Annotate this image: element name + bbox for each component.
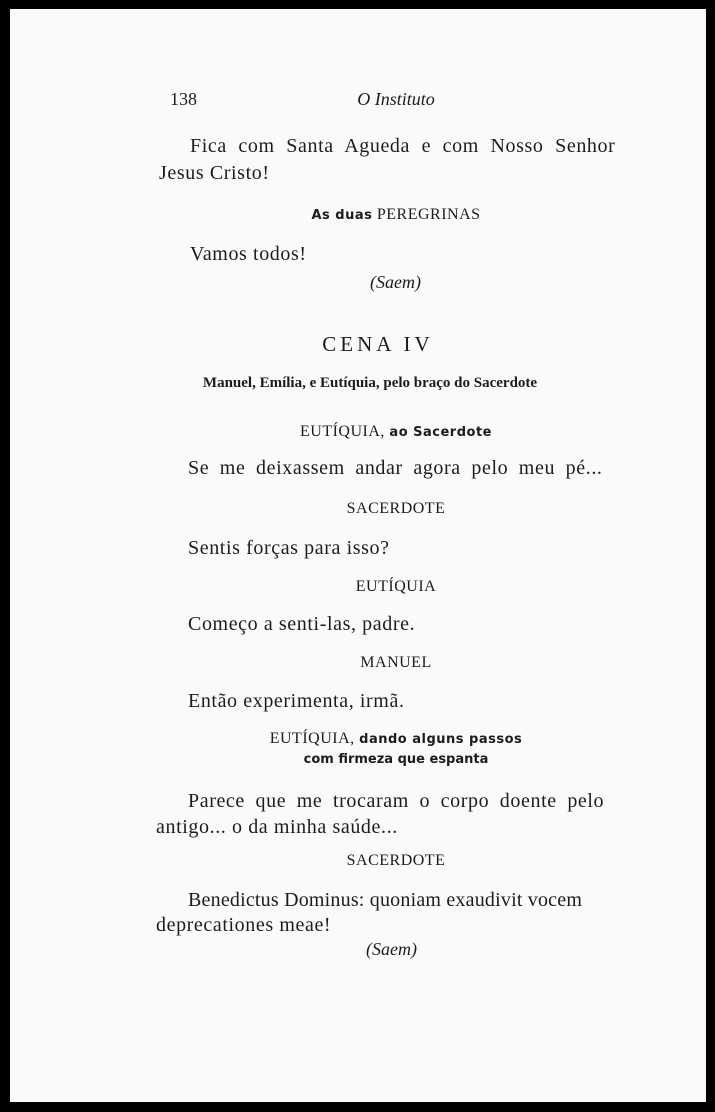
speaker-label: EUTÍQUIA (355, 578, 437, 595)
stage-direction: (Saem) (370, 272, 421, 292)
page-number: 138 (170, 89, 197, 109)
running-title: O Instituto (357, 89, 435, 109)
speaker-prefix: As duas (311, 208, 373, 223)
stage-direction: (Saem) (366, 939, 417, 959)
speaker-label (48, 423, 715, 441)
text-line: Se me deixassem andar agora pelo meu pé... (188, 457, 603, 479)
speaker-label (48, 206, 715, 224)
text-line: Então experimenta, irmã. (188, 690, 405, 712)
speaker-name: EUTÍQUIA, (300, 423, 385, 440)
speaker-note: com firmeza que espanta (303, 752, 489, 767)
text-line: Parece que me trocaram o corpo doente pelo (188, 790, 605, 812)
text-line: Jesus Cristo! (159, 162, 270, 184)
scene-title: CENA IV (322, 332, 434, 356)
text-line: Vamos todos! (190, 243, 307, 265)
speaker-label (48, 730, 715, 748)
text-line: Começo a senti-las, padre. (188, 613, 416, 635)
text-line: deprecationes meae! (156, 914, 332, 936)
speaker-label: MANUEL (360, 654, 432, 671)
text-line: antigo... o da minha saúde... (156, 816, 398, 838)
book-page (10, 9, 706, 1102)
speaker-note: ao Sacerdote (389, 425, 492, 440)
scene-characters: Manuel, Emília, e Eutíquia, pelo braço do Sacerdote (202, 375, 538, 391)
speaker-label: SACERDOTE (346, 500, 446, 517)
text-line: Fica com Santa Agueda e com Nosso Senhor (190, 135, 616, 157)
speaker-name: PEREGRINAS (376, 206, 481, 223)
speaker-name: EUTÍQUIA, (269, 730, 355, 747)
text-line: Benedictus Dominus: quoniam exaudivit vocem (188, 889, 583, 911)
speaker-note: dando alguns passos (359, 732, 523, 747)
text-line: Sentis forças para isso? (188, 537, 390, 559)
speaker-label: SACERDOTE (346, 852, 446, 869)
